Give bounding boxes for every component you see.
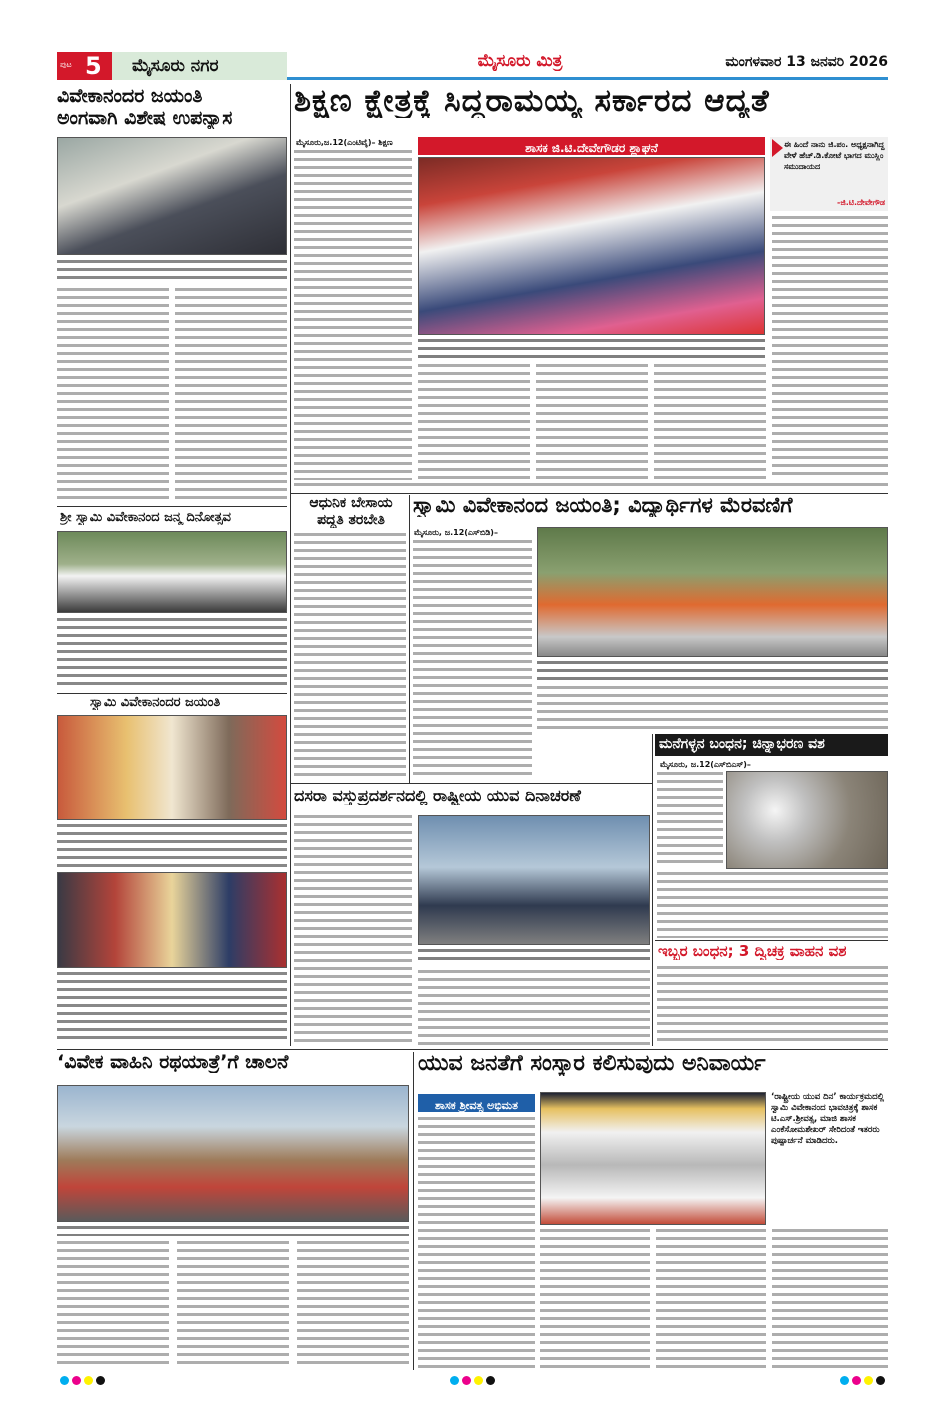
youth-subhead: [418, 1094, 535, 1112]
lead-body-col-1: [294, 150, 412, 480]
divider: [655, 940, 888, 941]
dasara-body: [294, 815, 412, 1045]
youth-subhead-text: ಶಾಸಕ ಶ್ರೀವತ್ಸ ಅಭಿಮತ: [435, 1099, 518, 1112]
lecture-headline-1: ವಿವೇಕಾನಂದರ ಜಯಂತಿ: [57, 86, 203, 107]
jayanti-photo-1: [57, 715, 287, 820]
registration-dot-magenta: [462, 1376, 471, 1385]
jayanti-headline: ಸ್ವಾಮಿ ವಿವೇಕಾನಂದರ ಜಯಂತಿ: [90, 696, 221, 710]
arrow-icon: [772, 139, 783, 157]
rathayatra-headline: ‘ವಿವೇಕ ವಾಹಿನಿ ರಥಯಾತ್ರೆ’ಗೆ ಚಾಲನೆ: [57, 1052, 289, 1073]
jayanti-photo-2: [57, 872, 287, 968]
youth-body-2: [540, 1229, 650, 1369]
theft-jewelry-photo: [726, 771, 888, 869]
issue-date: ಮಂಗಳವಾರ 13 ಜನವರಿ 2026: [725, 55, 888, 70]
youth-body-4: [772, 1229, 888, 1369]
farming-headline-1: ಆಧುನಿಕ ಬೇಸಾಯ: [309, 496, 393, 511]
lecture-caption: [57, 260, 287, 282]
lecture-body: [57, 288, 169, 500]
divider: [57, 693, 287, 694]
dasara-photo: [418, 815, 650, 945]
lead-body-foot: [294, 483, 888, 491]
registration-dot-cyan: [840, 1376, 849, 1385]
birthday-caption: [57, 618, 287, 690]
lead-subhead: [418, 137, 765, 155]
birthday-photo: [57, 531, 287, 613]
rathayatra-photo: [57, 1085, 409, 1222]
procession-dateline: ಮೈಸೂರು, ಜ.12(ಎಸ್‌ಬಿಡಿ)–: [414, 528, 498, 537]
registration-dot-black: [876, 1376, 885, 1385]
youth-headline: ಯುವ ಜನತೆಗೆ ಸಂಸ್ಕಾರ ಕಲಿಸುವುದು ಅನಿವಾರ್ಯ: [418, 1052, 766, 1076]
procession-headline: ಸ್ವಾಮಿ ವಿವೇಕಾನಂದ ಜಯಂತಿ; ವಿದ್ಯಾರ್ಥಿಗಳ ಮೆರವಣಿಗೆ: [413, 494, 793, 517]
bikes-headline: ಇಬ್ಬರ ಬಂಧನ; 3 ದ್ವಿಚಕ್ರ ವಾಹನ ವಶ: [658, 943, 847, 960]
column-divider: [409, 495, 410, 783]
lecture-body-2: [175, 288, 287, 500]
registration-dot-black: [486, 1376, 495, 1385]
column-divider: [652, 734, 653, 1046]
lead-body-col-3: [536, 364, 648, 480]
farming-headline-2: ಪದ್ಧತಿ ತರಬೇತಿ: [317, 513, 385, 528]
theft-body-narrow: [657, 772, 723, 868]
procession-body: [413, 540, 532, 780]
rathayatra-caption: [57, 1226, 409, 1236]
lead-photo-caption: [418, 339, 765, 359]
procession-photo: [537, 527, 888, 657]
lead-body-col-4: [654, 364, 766, 480]
theft-headline-bar: [655, 734, 888, 756]
rathayatra-body-2: [177, 1241, 289, 1369]
lead-headline: ಶಿಕ್ಷಣ ಕ್ಷೇತ್ರಕ್ಕೆ ಸಿದ್ದರಾಮಯ್ಯ ಸರ್ಕಾರದ ಆದ್ಯತೆ: [294, 84, 770, 119]
theft-headline: ಮನೆಗಳ್ಳನ ಬಂಧನ; ಚಿನ್ನಾಭರಣ ವಶ: [659, 736, 825, 752]
registration-dot-magenta: [72, 1376, 81, 1385]
page-label: ಪುಟ: [60, 60, 72, 69]
farming-body: [294, 533, 406, 779]
birthday-headline: ಶ್ರೀ ಸ್ವಾಮಿ ವಿವೇಕಾನಂದ ಜನ್ಮ ದಿನೋತ್ಸವ: [60, 511, 232, 525]
lead-body-col-right: [772, 216, 888, 480]
dasara-caption: [418, 949, 650, 965]
lead-photo: [418, 157, 765, 335]
bikes-body: [657, 966, 888, 1046]
lead-body-col-2: [418, 364, 530, 480]
registration-dot-cyan: [450, 1376, 459, 1385]
lecture-headline-2: ಅಂಗವಾಗಿ ವಿಶೇಷ ಉಪನ್ಯಾಸ: [57, 108, 233, 129]
youth-side-caption: ‘ರಾಷ್ಟ್ರೀಯ ಯುವ ದಿನ’ ಕಾರ್ಯಕ್ರಮದಲ್ಲಿ ಸ್ವಾಮಿ ವಿವೇಕಾನಂದ ಭಾವಚಿತ್ರಕ್ಕೆ ಶಾಸಕ ಟಿ.ಎಸ್.ಶ್ರೀವತ್ಸ, ಮಾಜಿ ಶಾಸಕ ಎಂಕೆಸೋಮಶೇಖರ್ ಸೇರಿದಂತೆ ಇತರರು ಪುಷ್ಪಾರ್ಚನೆ ಮಾಡಿದರು.: [771, 1092, 885, 1146]
youth-body-1: [418, 1117, 535, 1369]
lead-dateline: ಮೈಸೂರು,ಜ.12(ಎಂಟಿವೈ)– ಶಿಕ್ಷಣ: [296, 138, 393, 147]
page-number-badge: [57, 52, 112, 80]
procession-body-2: [537, 686, 888, 730]
header-rule: [287, 77, 888, 80]
column-divider: [290, 84, 291, 1046]
registration-dot-yellow: [864, 1376, 873, 1385]
procession-caption: [537, 661, 888, 681]
dasara-body-2: [418, 970, 650, 1046]
page-number: 5: [85, 52, 102, 80]
masthead: ಮೈಸೂರು ಮಿತ್ರ: [477, 52, 563, 71]
column-divider: [413, 1052, 414, 1370]
lecture-photo: [57, 137, 287, 255]
divider: [57, 1049, 888, 1050]
registration-dot-yellow: [474, 1376, 483, 1385]
lead-quote-author: -ಜಿ.ಟಿ.ದೇವೇಗೌಡ: [837, 198, 885, 207]
theft-dateline: ಮೈಸೂರು, ಜ.12(ಎಸ್‌ಬಿಎಸ್)–: [660, 760, 751, 769]
registration-dot-black: [96, 1376, 105, 1385]
registration-dot-yellow: [84, 1376, 93, 1385]
lead-quote: ಈ ಹಿಂದೆ ನಾನು ಜಿ.ಪಂ. ಅಧ್ಯಕ್ಷನಾಗಿದ್ದ ವೇಳೆ ಹೆಚ್.ಡಿ.ಕೋಟೆ ಭಾಗದ ಮುಸ್ಲಿಂ ಸಮುದಾಯದ: [784, 140, 885, 171]
divider: [57, 506, 287, 507]
rathayatra-body-1: [57, 1241, 169, 1369]
dasara-headline: ದಸರಾ ವಸ್ತುಪ್ರದರ್ಶನದಲ್ಲಿ ರಾಷ್ಟ್ರೀಯ ಯುವ ದಿನಾಚರಣೆ: [294, 787, 581, 805]
theft-body: [657, 872, 888, 938]
section-title: [112, 52, 287, 80]
registration-dot-cyan: [60, 1376, 69, 1385]
section-name: ಮೈಸೂರು ನಗರ: [132, 56, 219, 76]
jayanti-caption-1: [57, 824, 287, 868]
rathayatra-body-3: [297, 1241, 409, 1369]
youth-photo: [540, 1092, 766, 1225]
lead-quote-box: [770, 137, 888, 211]
youth-body-3: [656, 1229, 766, 1369]
divider: [290, 783, 652, 784]
lead-subhead-text: ಶಾಸಕ ಜಿ.ಟಿ.ದೇವೇಗೌಡರ ಶ್ಲಾಘನೆ: [525, 141, 658, 155]
registration-dot-magenta: [852, 1376, 861, 1385]
jayanti-caption-2: [57, 972, 287, 1044]
